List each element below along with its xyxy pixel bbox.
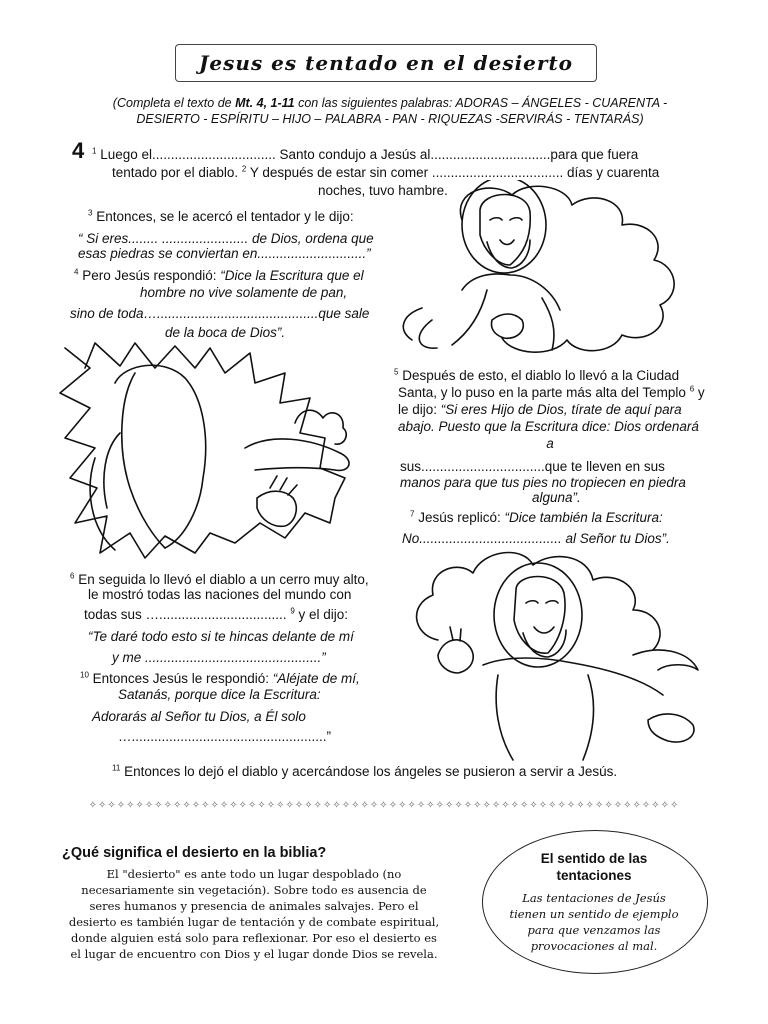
verse-4-line-4: de la boca de Dios”. xyxy=(165,325,286,340)
instructions xyxy=(60,95,720,127)
sentido-title-line: El sentido de las xyxy=(540,851,648,866)
sentido-title-line: tentaciones xyxy=(556,868,632,883)
jesus-praying-cloud-illustration xyxy=(392,180,722,360)
verse-number: 2 xyxy=(241,164,247,174)
verse-7-line-1 xyxy=(410,509,663,527)
verse-4-line-1 xyxy=(74,267,364,285)
ornamental-divider: ✧✧✧✧✧✧✧✧✧✧✧✧✧✧✧✧✧✧✧✧✧✧✧✧✧✧✧✧✧✧✧✧✧✧✧✧✧✧✧✧✧✧✧✧✧✧✧✧✧✧✧✧✧✧✧✧✧✧✧✧✧✧✧ xyxy=(88,800,680,811)
verse-2-line-3: noches, tuvo hambre. xyxy=(318,183,448,198)
sentido-body xyxy=(492,890,696,954)
verse-6-line-3 xyxy=(398,401,728,419)
verse-1-line-1 xyxy=(92,146,722,164)
verse-10-line-2: Satanás, porque dice la Escritura: xyxy=(118,687,321,702)
verse-number: 3 xyxy=(88,208,93,218)
verse-4-line-3: sino de toda…...........................................que sale xyxy=(70,306,370,321)
verse-text: Luego el................................. Santo condujo a Jesús al................................para que fuera xyxy=(96,147,639,162)
verse-number: 9 xyxy=(290,606,295,616)
verse-3-line-3: esas piedras se conviertan en.............................” xyxy=(78,246,371,261)
desert-body-line: necesariamente sin vegetación). Sobre todo es ausencia de xyxy=(81,883,427,897)
verse-text: tentado por el diablo. xyxy=(112,165,242,180)
verse-7-line-2: No...................................... al Señor tu Dios”. xyxy=(402,531,670,546)
scripture-reference: Mt. 4, 1-11 xyxy=(235,96,295,110)
verse-number: 7 xyxy=(410,509,415,519)
verse-5-line-2 xyxy=(398,384,728,402)
verse-11 xyxy=(112,763,617,781)
verse-number: 6 xyxy=(70,571,75,581)
verse-number: 4 xyxy=(74,267,79,277)
sentido-body-line: tienen un sentido de ejemplo xyxy=(509,907,679,921)
desert-body-line: El "desierto" es ante todo un lugar despoblado (no xyxy=(106,867,402,881)
verse-3-line-1 xyxy=(88,208,354,226)
verse-number: 11 xyxy=(112,763,121,773)
verse-text: todas sus ….................................. xyxy=(84,607,291,622)
sentido-body-line: provocaciones al mal. xyxy=(530,939,658,953)
verse-text: Pero Jesús respondió: xyxy=(78,268,221,283)
sentido-body-line: para que venzamos las xyxy=(527,923,661,937)
instructions-line1: con las siguientes palabras: ADORAS – ÁNGELES - CUARENTA - xyxy=(294,96,668,110)
verse-3-line-2: “ Si eres........ ....................... de Dios, ordena que xyxy=(78,231,374,246)
verse-quote: “Dice también la Escritura: xyxy=(504,510,663,525)
verse-number: 1 xyxy=(92,146,97,156)
sentido-body-line: Las tentaciones de Jesús xyxy=(522,891,666,905)
verse-6-line-7: manos para que tus pies no tropiecen en piedra xyxy=(400,475,686,490)
desert-body-line: donde alguien está solo para reflexionar. Por eso el desierto es xyxy=(71,931,437,945)
verse-5-line-1 xyxy=(394,367,679,385)
verse-quote: “Aléjate de mí, xyxy=(272,671,360,686)
instructions-line2: DESIERTO - ESPÍRITU – HIJO – PALABRA - PAN - RIQUEZAS -SERVIRÁS - TENTARÁS) xyxy=(136,112,644,126)
verse-text: y xyxy=(694,385,705,400)
verse-text: Después de esto, el diablo lo llevó a la Ciudad xyxy=(398,368,680,383)
verse-text: Entonces Jesús le respondió: xyxy=(88,671,273,686)
sentido-title xyxy=(482,850,706,884)
verse-text: Entonces lo dejó el diablo y acercándose los ángeles se pusieron a servir a Jesús. xyxy=(120,764,618,779)
verse-text: y el dijo: xyxy=(294,607,349,622)
verse-10-line-4: …....................................................” xyxy=(118,729,332,744)
verse-text: Jesús replicó: xyxy=(414,510,505,525)
page-title: Jesus es tentado en el desierto xyxy=(198,51,574,75)
verse-number: 5 xyxy=(394,367,399,377)
verse-9-line-5: y me ...............................................” xyxy=(112,650,326,665)
jesus-gesturing-cloud-illustration xyxy=(398,545,723,765)
verse-number: 6 xyxy=(689,384,695,394)
desert-body-line: desierto es también lugar de tentación y de combate espiritual, xyxy=(68,915,440,929)
verse-quote: “Si eres Hijo de Dios, tírate de aquí para xyxy=(440,402,682,417)
tempter-hooded-figure-illustration xyxy=(45,338,385,560)
verse-4-line-2: hombre no vive solamente de pan, xyxy=(140,285,348,300)
desert-question-title: ¿Qué significa el desierto en la biblia? xyxy=(62,845,327,861)
title-box xyxy=(175,44,597,82)
chapter-number-wrap xyxy=(72,138,85,163)
verse-9-line-4: “Te daré todo esto si te hincas delante de mí xyxy=(88,629,354,644)
instructions-prefix: (Completa el texto de xyxy=(112,96,236,110)
verse-8-9-line-3 xyxy=(84,606,348,624)
verse-number: 10 xyxy=(80,670,89,680)
desert-body-line: seres humanos y presencia de animales salvajes. Pero el xyxy=(89,899,419,913)
verse-10-line-3: Adorarás al Señor tu Dios, a Él solo xyxy=(92,709,306,724)
chapter-number: 4 xyxy=(72,138,85,163)
verse-text: Entonces, se le acercó el tentador y le dijo: xyxy=(92,209,354,224)
desert-body-line: el lugar de encuentro con Dios y el lugar donde Dios se revela. xyxy=(70,947,438,961)
desert-question-body xyxy=(62,866,446,962)
verse-8-line-2: le mostró todas las naciones del mundo con xyxy=(88,587,352,602)
verse-6-line-5: a xyxy=(546,436,554,451)
verse-text: Y después de estar sin comer ................................... días y cuarenta xyxy=(246,165,660,180)
verse-text: Santa, y lo puso en la parte más alta del Templo xyxy=(398,385,690,400)
verse-6-line-8: alguna”. xyxy=(532,490,581,505)
verse-6-line-4: abajo. Puesto que la Escritura dice: Dios ordenará xyxy=(398,419,699,434)
verse-text: En seguida lo llevó el diablo a un cerro muy alto, xyxy=(74,572,369,587)
verse-text: le dijo: xyxy=(398,402,441,417)
verse-6-line-6: sus.................................que te lleven en sus xyxy=(400,459,665,474)
verse-quote: “Dice la Escritura que el xyxy=(220,268,364,283)
